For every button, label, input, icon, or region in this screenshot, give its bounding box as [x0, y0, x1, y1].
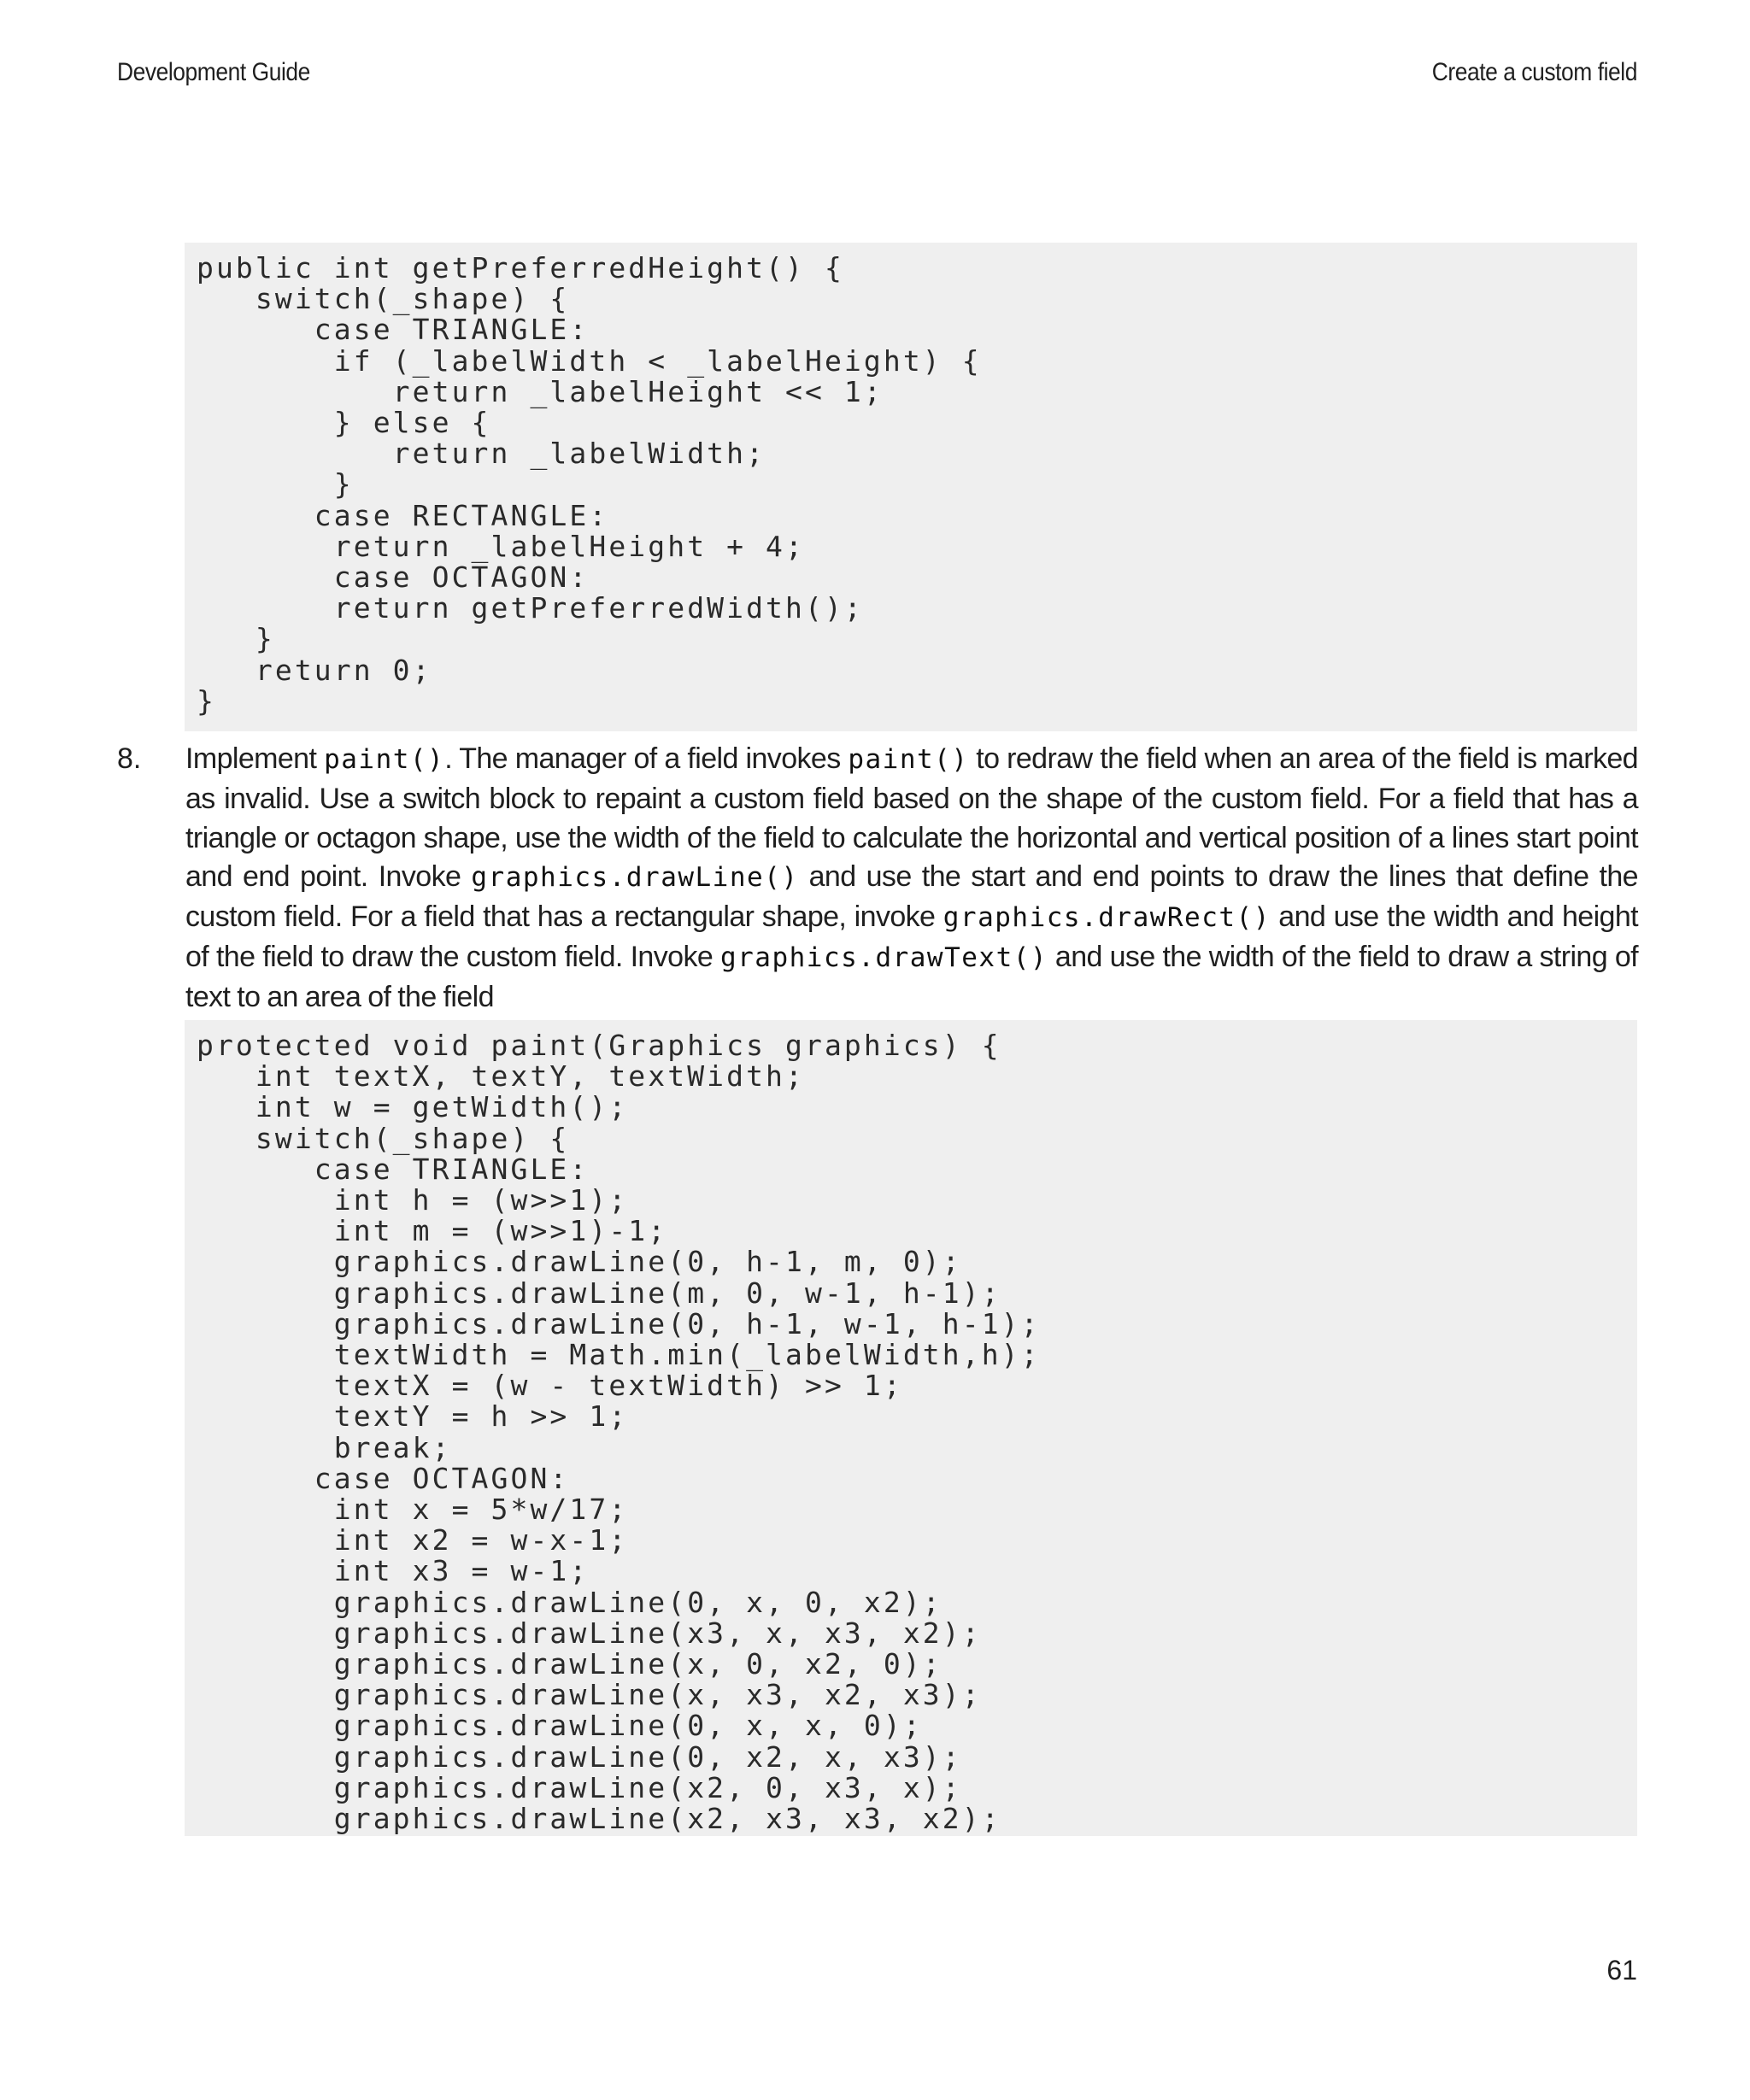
code-block-get-preferred-height: public int getPreferredHeight() { switch(_shape) { case TRIANGLE: if (_labelWidth < _labelHeight) { return _labelHeight << 1; } else { return _labelWidth; } case RECTANGLE: return _labelHeight + 4; case OCTAGON: return getPreferredWidth(); } return 0; } — [185, 243, 1637, 731]
step-text-segment: to redraw the field when an area of the field is marked as invalid. Use a switch block to repaint a custom field based on the shape of the custom field. For a field that has a triangle or octagon shape, use the width of the field to calculate the horizontal and vertical position of a lines start point and end point. Invoke — [185, 742, 1638, 894]
running-header-title: Development Guide — [117, 58, 310, 86]
inline-code-paint: paint() — [324, 744, 445, 775]
code-block-paint: protected void paint(Graphics graphics) { int textX, textY, textWidth; int w = getWidth(); switch(_shape) { case TRIANGLE: int h = (w>>1); int m = (w>>1)-1; graphics.drawLine(0, h-1, m, 0); graphics.drawLine(m, 0, w-1, h-1); graphics.drawLine(0, h-1, w-1, h-1); textWidth = Math.min(_labelWidth,h); textX = (w - textWidth) >> 1; textY = h >> 1; break; case OCTAGON: int x = 5*w/17; int x2 = w-x-1; int x3 = w-1; graphics.drawLine(0, x, 0, x2); graphics.drawLine(x3, x, x3, x2); graphics.drawLine(x, 0, x2, 0); graphics.drawLine(x, x3, x2, x3); graphics.drawLine(0, x, x, 0); graphics.drawLine(0, x2, x, x3); graphics.drawLine(x2, 0, x3, x); graphics.drawLine(x2, x3, x3, x2); — [185, 1020, 1637, 1836]
inline-code-drawtext: graphics.drawText() — [719, 941, 1048, 973]
page-number: 61 — [1606, 1955, 1637, 1986]
step-description — [185, 740, 1638, 1018]
step-text-segment: and use the start and end points to draw the lines that define the custom field. For a field that has a rectangular shape, invoke — [185, 860, 1638, 934]
step-text-segment: and use the width of the field to draw a string of text to an area of the field — [185, 940, 1638, 1013]
running-header-section: Create a custom field — [1431, 58, 1637, 86]
step-text-segment: Implement — [185, 742, 325, 775]
inline-code-drawrect: graphics.drawRect() — [943, 902, 1271, 934]
step-number: 8. — [117, 742, 142, 775]
inline-code-drawline: graphics.drawLine() — [471, 862, 799, 894]
step-text-segment: . The manager of a field invokes — [444, 742, 849, 775]
step-text-segment: and use the width and height of the field to draw the custom field. Invoke — [185, 900, 1639, 973]
inline-code-paint: paint() — [848, 744, 969, 775]
